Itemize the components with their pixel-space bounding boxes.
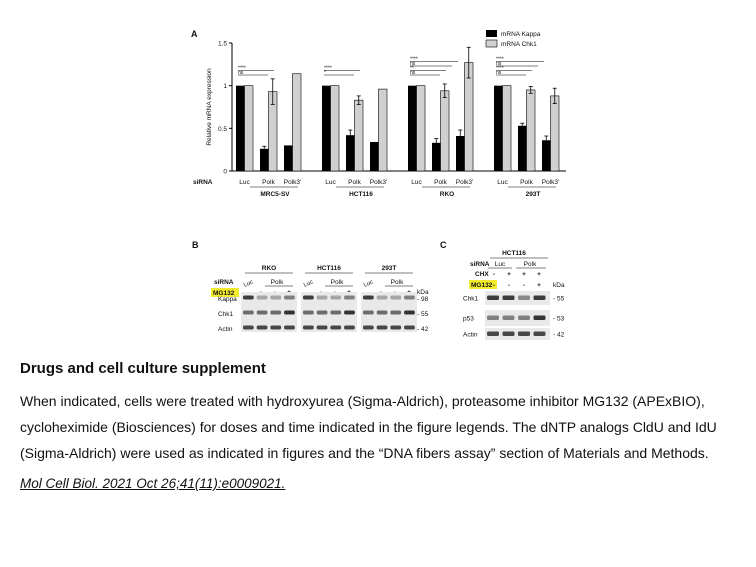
category-label: Polk	[520, 179, 533, 186]
panel-c-label: C	[440, 240, 447, 250]
bar-chk1	[355, 100, 364, 171]
category-label: Luc	[411, 179, 422, 186]
blot-b-mg-label: MG132	[213, 290, 235, 297]
blot-b-band	[317, 326, 328, 330]
significance-mark: ****	[238, 65, 246, 72]
bar-chk1	[293, 74, 302, 171]
blot-b-band	[344, 311, 355, 315]
significance-mark: **	[410, 65, 414, 72]
blot-c-kda: - 55	[553, 295, 565, 303]
blot-b-band	[243, 311, 254, 315]
blot-b-band	[303, 311, 314, 315]
blot-b-luc: Luc	[242, 279, 255, 289]
blot-c-row-label: Chk1	[463, 295, 479, 303]
blot-b-band	[363, 296, 374, 300]
bar-kappa	[542, 140, 551, 171]
category-label: Polk3'	[369, 179, 388, 186]
blot-b-band	[377, 326, 388, 330]
bar-kappa	[432, 143, 441, 171]
y-tick-label: 1	[223, 83, 227, 91]
blot-c-chx-sign: +	[537, 271, 541, 278]
blot-c-mg-sign: -	[507, 282, 511, 289]
blot-c-chx-sign: +	[507, 271, 511, 278]
bar-chk1	[551, 96, 560, 171]
blot-c-row-label: p53	[463, 315, 474, 323]
significance-mark: ****	[496, 56, 504, 63]
panel-b-label: B	[192, 240, 199, 250]
blot-c-mg-sign: -	[492, 282, 496, 289]
blot-b-band	[377, 296, 388, 300]
blot-b-band	[257, 311, 268, 315]
blot-b-band	[270, 326, 281, 330]
bar-chk1	[331, 86, 340, 171]
panel-a-label: A	[191, 29, 198, 39]
blot-c-kda: - 53	[553, 315, 565, 323]
blot-b-band	[317, 296, 328, 300]
blot-b-band	[257, 296, 268, 300]
blot-c-kda: - 42	[553, 331, 565, 339]
bar-chk1	[465, 63, 474, 171]
significance-mark: ns	[496, 61, 502, 67]
category-label: Luc	[239, 179, 250, 186]
blot-b-kda: - 42	[417, 326, 429, 333]
category-label: Polk	[262, 179, 275, 186]
blot-c-cellline: HCT116	[502, 250, 526, 257]
section-body: When indicated, cells were treated with hydroxyurea (Sigma-Aldrich), proteasome inhibitor MG132 (APExBIO), cycloheximide (Biosciences) for doses and time indicated in the figure legends. The dNTP analogs CldU and IdU (Sigma-Aldrich) were used as indicated in figures and the “DNA fibers assay” section of Materials and Methods.	[20, 393, 717, 461]
blot-c-band	[487, 296, 499, 301]
blot-b-luc: Luc	[362, 279, 375, 289]
blot-c-chx-sign: -	[492, 271, 496, 278]
significance-mark: ns	[410, 70, 416, 76]
bar-kappa	[346, 135, 355, 171]
y-tick-label: 0	[223, 168, 227, 176]
blot-b-row-label: Kappa	[218, 296, 237, 303]
blot-b-siRNA-label: siRNA	[214, 279, 234, 286]
blot-b-band	[270, 296, 281, 300]
group-label: RKO	[439, 191, 455, 198]
blot-b-band	[284, 296, 295, 300]
blot-c-mg-sign: +	[537, 282, 541, 289]
category-label: Luc	[497, 179, 508, 186]
blot-b-band	[257, 326, 268, 330]
blot-c-band	[518, 332, 530, 337]
blot-b-band	[303, 326, 314, 330]
group-label: MRC5-SV	[260, 191, 290, 198]
blot-b-band	[303, 296, 314, 300]
significance-mark: ****	[410, 56, 418, 63]
blot-c-polk: Polk	[523, 261, 537, 268]
blot-c-band	[534, 332, 546, 337]
category-label: Polk	[348, 179, 361, 186]
significance-mark: *	[324, 70, 326, 76]
blot-b-polk: Polk	[390, 279, 404, 286]
blot-b-cellline: 293T	[381, 265, 397, 272]
blot-b-kda-label: kDa	[417, 289, 429, 296]
y-axis-label: Relative mRNA expression	[206, 68, 213, 146]
blot-c-band	[534, 316, 546, 321]
caption-block	[20, 358, 740, 493]
bar-kappa	[322, 86, 331, 171]
category-label: Polk3'	[455, 179, 474, 186]
bar-kappa	[494, 86, 503, 171]
legend-label-kappa: mRNA Kappa	[501, 31, 541, 38]
category-label: Polk3'	[541, 179, 560, 186]
blot-b-row-label: Actin	[218, 326, 233, 333]
blot-b-band	[284, 311, 295, 315]
group-label: HCT116	[349, 191, 373, 198]
blot-b-cellline: HCT116	[317, 265, 341, 272]
blot-c-band	[503, 332, 515, 337]
bar-kappa	[284, 145, 293, 171]
blot-b-kda: - 55	[417, 311, 429, 318]
blot-c-row-label: Actin	[463, 331, 478, 339]
blot-c-chx-sign: +	[522, 271, 526, 278]
blot-b-band	[363, 326, 374, 330]
blot-b-row-label: Chk1	[218, 311, 234, 318]
blot-b-polk: Polk	[330, 279, 344, 286]
bar-kappa	[408, 86, 417, 171]
blot-c-chx-label: CHX	[475, 271, 489, 278]
blot-c-band	[518, 316, 530, 321]
blot-b-kda: - 98	[417, 296, 429, 303]
blot-c-kda-label: kDa	[553, 282, 565, 289]
blot-c-band	[503, 316, 515, 321]
significance-mark: ****	[496, 65, 504, 72]
blot-c-mg-label: MG132	[471, 282, 493, 289]
blot-c-luc: Luc	[494, 261, 506, 268]
blot-b-band	[404, 326, 415, 330]
bar-chk1	[527, 90, 536, 171]
bar-chk1	[417, 86, 426, 171]
blot-b-band	[377, 311, 388, 315]
blot-b-band	[404, 296, 415, 300]
significance-mark: ns	[238, 70, 244, 76]
group-label: 293T	[525, 191, 541, 198]
blot-b-band	[243, 326, 254, 330]
blot-c-band	[503, 296, 515, 301]
bar-chk1	[245, 86, 254, 171]
citation-link[interactable]: Mol Cell Biol. 2021 Oct 26;41(11):e0009021.	[20, 476, 286, 491]
bar-kappa	[370, 142, 379, 171]
significance-mark: ns	[496, 70, 502, 76]
blot-c-band	[518, 296, 530, 301]
blot-c-mg-sign: -	[522, 282, 526, 289]
siRNA-label: siRNA	[193, 179, 213, 186]
blot-b-luc: Luc	[302, 279, 315, 289]
blot-b-band	[390, 326, 401, 330]
bar-kappa	[456, 136, 465, 171]
blot-b-band	[284, 326, 295, 330]
blot-b-band	[390, 296, 401, 300]
legend-label-chk1: mRNA Chk1	[501, 41, 537, 48]
legend-swatch-chk1	[486, 40, 497, 47]
y-tick-label: 1.5	[217, 40, 227, 48]
category-label: Polk	[434, 179, 447, 186]
category-label: Polk3'	[283, 179, 302, 186]
blot-c-band	[487, 316, 499, 321]
blot-c-band	[534, 296, 546, 301]
blot-c-band	[487, 332, 499, 337]
bar-chk1	[441, 91, 450, 171]
legend-swatch-kappa	[486, 30, 497, 37]
blot-b-band	[390, 311, 401, 315]
blot-b-band	[344, 326, 355, 330]
blot-b-band	[317, 311, 328, 315]
significance-mark: ns	[410, 61, 416, 67]
bar-chk1	[379, 89, 388, 171]
blot-b-band	[330, 296, 341, 300]
blot-b-band	[330, 326, 341, 330]
bar-chk1	[503, 86, 512, 171]
blot-b-band	[404, 311, 415, 315]
blot-b-band	[243, 296, 254, 300]
bar-kappa	[518, 126, 527, 171]
category-label: Luc	[325, 179, 336, 186]
blot-b-band	[344, 296, 355, 300]
bar-kappa	[236, 86, 245, 171]
bar-kappa	[260, 149, 269, 171]
significance-mark: ****	[324, 65, 332, 72]
blot-b-band	[363, 311, 374, 315]
section-heading: Drugs and cell culture supplement	[20, 360, 266, 377]
blot-b-cellline: RKO	[261, 265, 277, 272]
y-tick-label: 0.5	[217, 125, 227, 133]
blot-c-siRNA-label: siRNA	[470, 261, 490, 268]
blot-b-band	[330, 311, 341, 315]
blot-b-polk: Polk	[270, 279, 284, 286]
blot-b-band	[270, 311, 281, 315]
